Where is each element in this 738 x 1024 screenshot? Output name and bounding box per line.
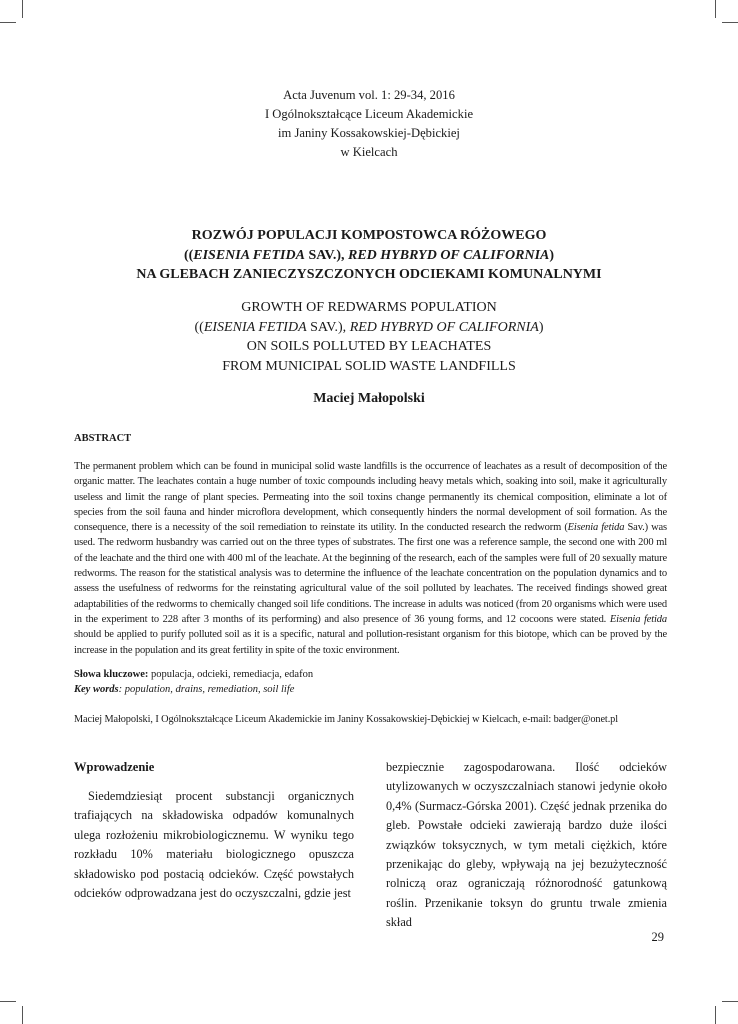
journal-header [0,86,738,162]
school-name: I Ogólnokształcące Liceum Akademickie [264,107,474,121]
intro-paragraph-left: Siedemdziesiąt procent substancji organicznych trafiających na składowiska odpadów komunalnych ulega rozłożeniu mikrobiologicznemu. W wyniku tego rozkładu 10% materiału biologicznego opuszcza składowisko pod postacią odcieków. Część powstałych odcieków odprowadzana jest do oczyszczalni, gdzie jest [74,789,354,901]
crop-mark-top-right-h [722,22,738,23]
title-english [40,298,698,376]
title-en-line4: FROM MUNICIPAL SOLID WASTE LANDFILLS [222,358,516,374]
title-polish [40,226,698,285]
school-city: w Kielcach [340,145,398,159]
title-pl-line1: ROZWÓJ POPULACJI KOMPOSTOWCA RÓŻOWEGO [191,228,547,243]
crop-mark-bottom-right-h [722,1001,738,1002]
crop-mark-top-left-v [22,0,23,18]
intro-paragraph-right: bezpiecznie zagospodarowana. Ilość odcieków utylizowanych w oczyszczalniach stanowi jedynie około 0,4% (Surmacz-Górska 2001). Część jednak przenika do gleb. Powstałe odcieki zawierają bardzo duże ilości związków toksycznych, w tym metali ciężkich, które przenikając do gleby, wpływają na jej bezużyteczność rolniczą oraz ograniczają różnorodność gatunkową roślin. Przenikanie toksyn do gruntu trwale zmienia skład [386,760,667,930]
crop-mark-bottom-left-h [0,1001,16,1002]
author-name: Maciej Małopolski [313,391,425,406]
crop-mark-top-right-v [715,0,716,18]
title-en-line3: ON SOILS POLLUTED BY LEACHATES [246,339,492,354]
crop-mark-bottom-left-v [22,1006,23,1024]
school-patron: im Janiny Kossakowskiej-Dębickiej [278,126,460,140]
keywords-english: Key words: population, drains, remediation, soil life [74,684,295,695]
column-right [386,758,667,933]
crop-mark-bottom-right-v [715,1006,716,1024]
author-affiliation: Maciej Małopolski, I Ogólnokształcące Liceum Akademickie im Janiny Kossakowskiej-Dębickiej w Kielcach, e-mail: badger@onet.pl [74,714,618,725]
title-en-line2: ((EISENIA FETIDA SAV.), RED HYBRYD OF CALIFORNIA) [194,319,544,335]
keywords-polish: Słowa kluczowe: populacja, odcieki, remediacja, edafon [74,669,314,680]
abstract-text: The permanent problem which can be found in municipal solid waste landfills is the occurrence of leachates as a result of decomposition of the organic matter. The leachates contain a huge number of toxic compounds including heavy metals which, soaking into soil, make it agriculturally useless and limit the range of plant species. Permeating into the soil toxins change permanently its chemical composition, eliminate a lot of species from the soil fauna and hinder microflora development, which consequently hinders the normal development of soil formation. As the consequence, there is a necessity of the soil remediation to reinstate its utility. In the conducted research the redworm (Eisenia fetida Sav.) was used. The redworm husbandry was carried out on the three types of substrates. The first one was a reference sample, the second one with 200 ml of the leachate and the third one with 400 ml of the leachate. At the beginning of the research, each of the samples were full of 20 sexually mature redworms. The reason for the statistical analysis was to determine the influence of the leachate concentration on the population dynamics and to assess the usefulness of redworms for the reinstating agricultural value of the soil polluted by leachates. The received findings showed great adaptabilities of the redworms to chemically changed soil life conditions. The increase in adults was noticed (from 20 organisms which were used in the experiment to 228 after 3 months of its performing) and also presence of 36 young forms, and 12 cocoons were stated. Eisenia fetida should be applied to purify polluted soil as it is a specific, natural and pollution-resistant organism for this biotope, which can be proved by the increase in the population and its great fertility in spite of the toxic environment. [74,461,667,656]
crop-mark-top-left-h [0,22,16,23]
section-heading-introduction: Wprowadzenie [74,760,155,774]
column-left [74,760,354,903]
journal-citation: Acta Juvenum vol. 1: 29-34, 2016 [283,88,455,102]
page-number: 29 [651,930,664,944]
title-pl-line2: ((EISENIA FETIDA SAV.), RED HYBRYD OF CALIFORNIA) [183,247,555,263]
title-pl-line3: NA GLEBACH ZANIECZYSZCZONYCH ODCIEKAMI KOMUNALNYMI [136,267,602,282]
keywords-block [74,667,667,697]
title-en-line1: GROWTH OF REDWARMS POPULATION [241,300,497,315]
abstract-heading: ABSTRACT [74,433,132,444]
